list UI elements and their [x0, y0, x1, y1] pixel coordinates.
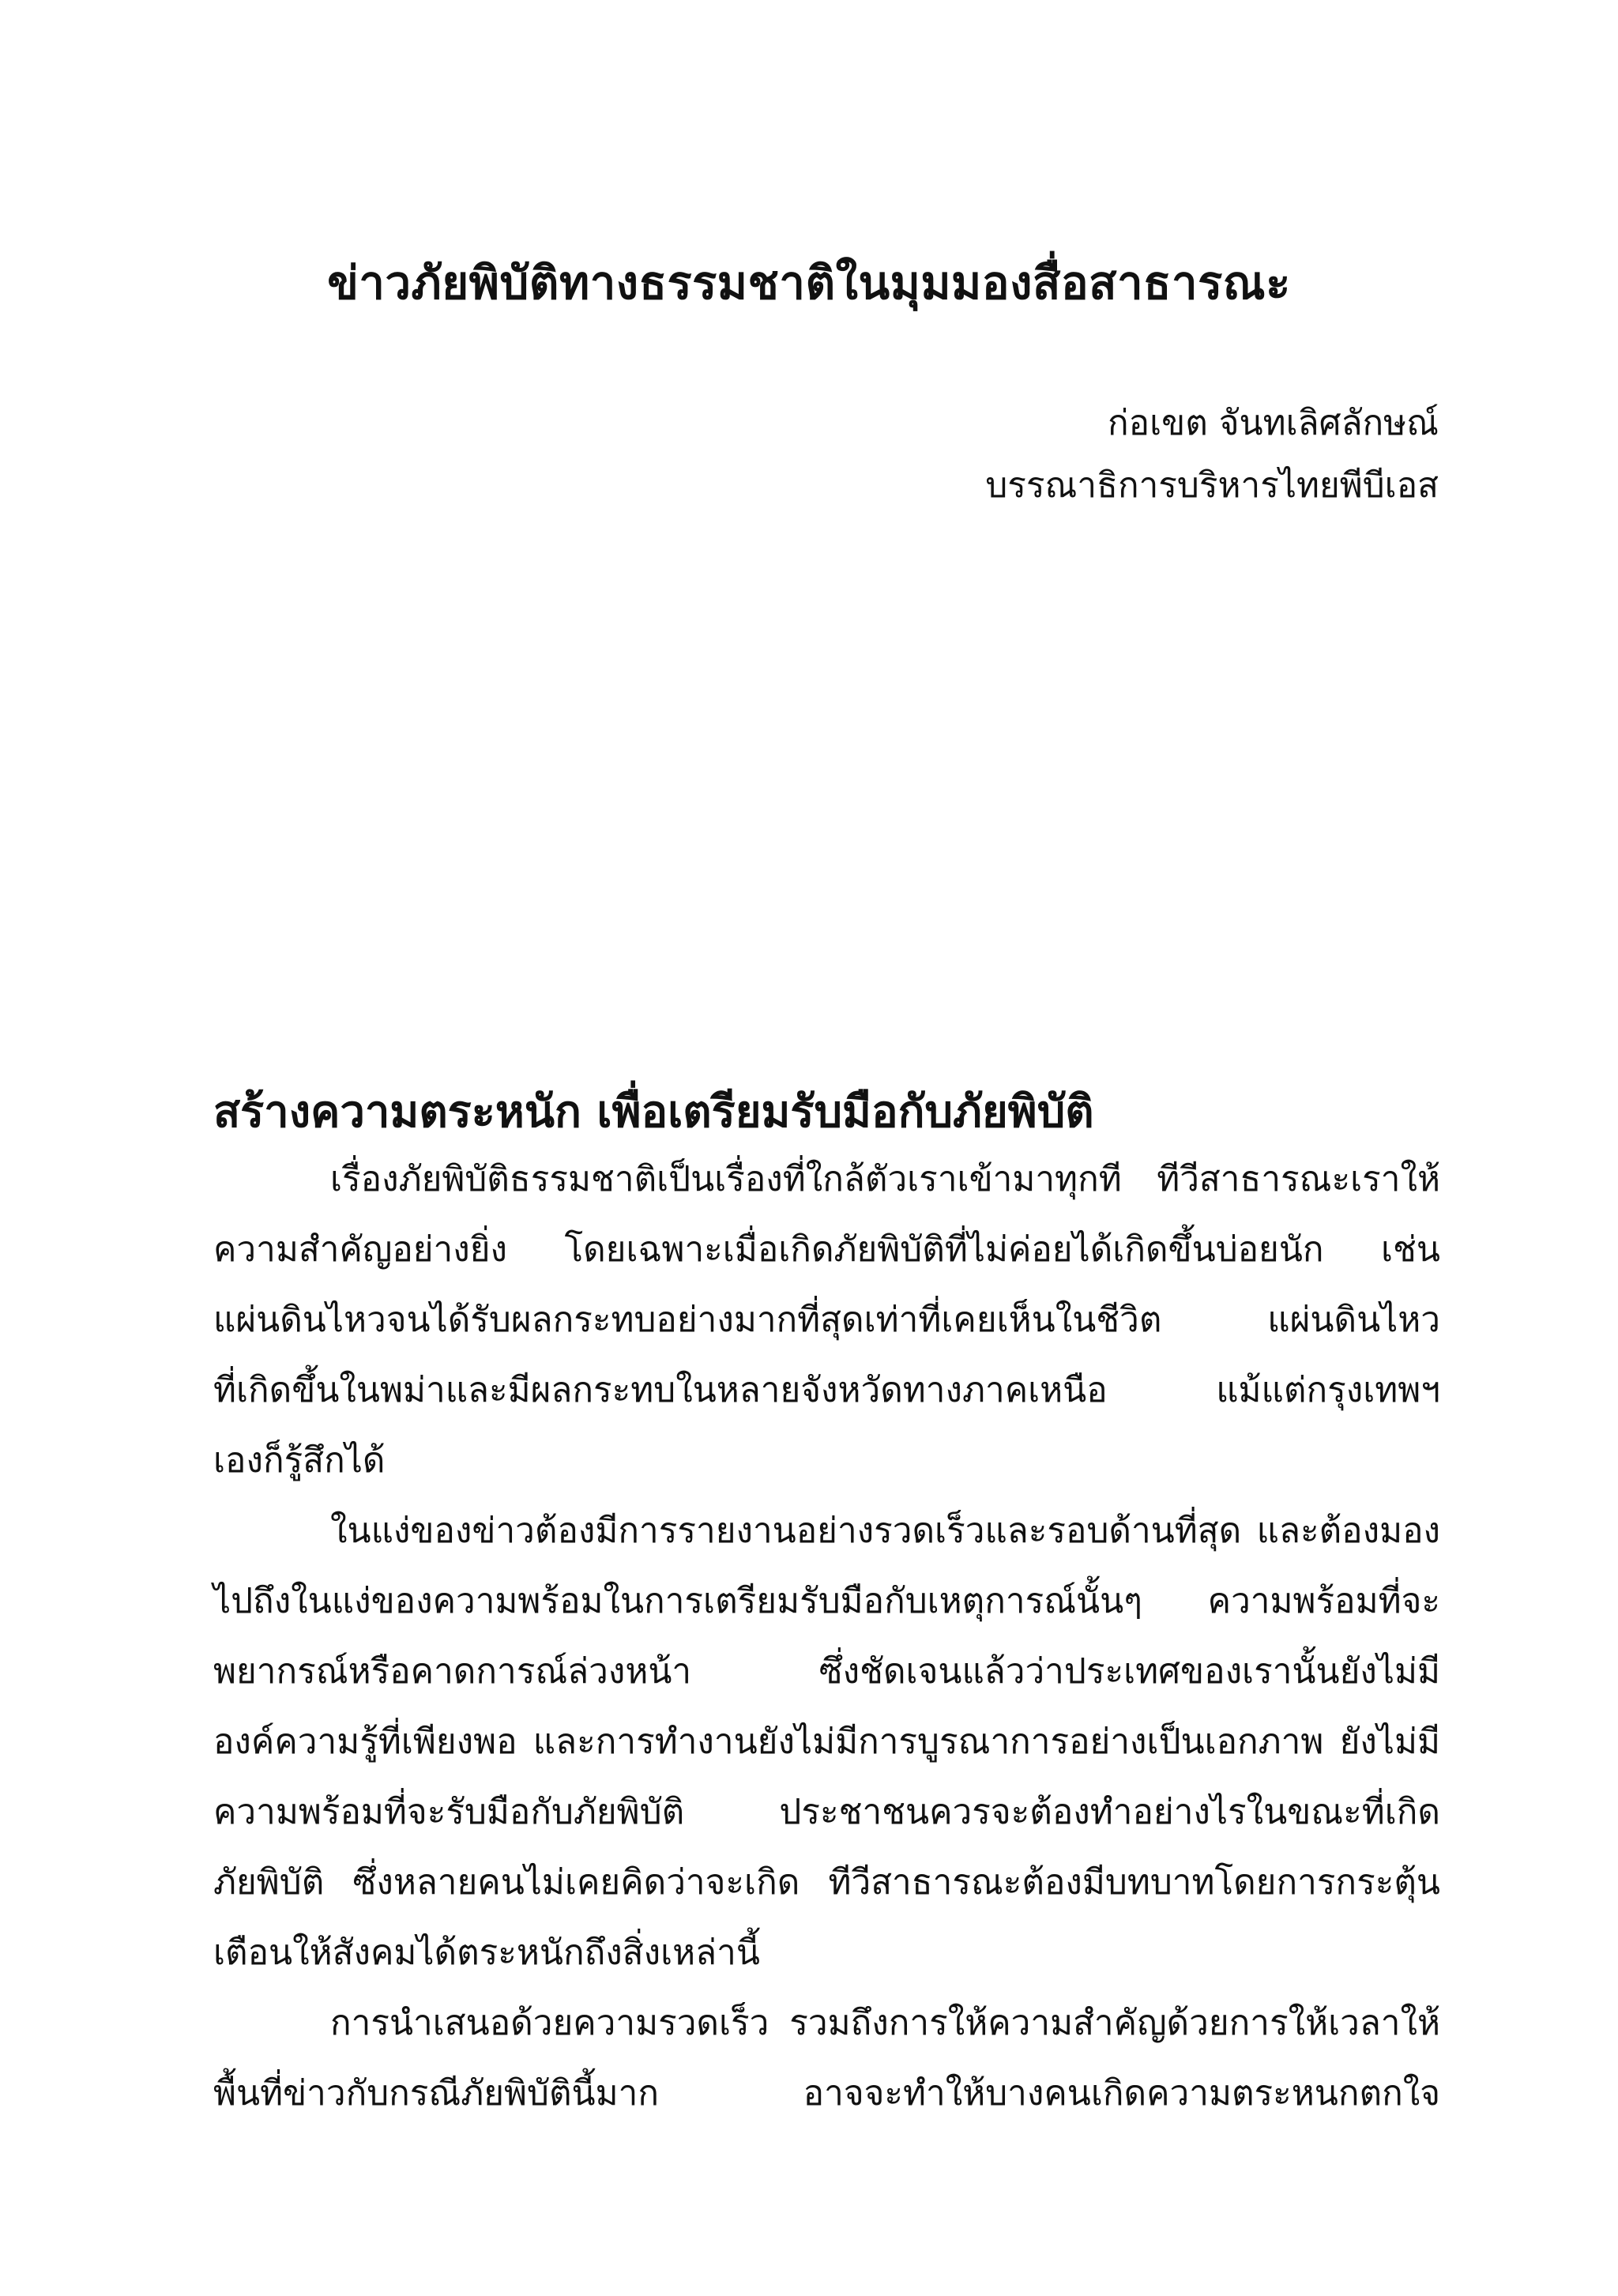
- paragraph-2-line-6: ภัยพิบัติ ซึ่งหลายคนไม่เคยคิดว่าจะเกิด ทีวีสาธารณะต้องมีบทบาทโดยการกระตุ้น: [213, 1862, 1440, 1903]
- paragraph-1-line-1: เรื่องภัยพิบัติธรรมชาติเป็นเรื่องที่ใกล้ตัวเราเข้ามาทุกที ทีวีสาธารณะเราให้: [330, 1159, 1440, 1199]
- paragraph-1-line-5: เองก็รู้สึกได้: [213, 1440, 386, 1481]
- paragraph-2-line-3: พยากรณ์หรือคาดการณ์ล่วงหน้า ซึ่งชัดเจนแล้วว่าประเทศของเรานั้นยังไม่มี: [213, 1651, 1440, 1692]
- paragraph-2-line-2: ไปถึงในแง่ของความพร้อมในการเตรียมรับมือกับเหตุการณ์นั้นๆ ความพร้อมที่จะ: [213, 1581, 1440, 1621]
- paragraph-1-line-2: ความสำคัญอย่างยิ่ง โดยเฉพาะเมื่อเกิดภัยพิบัติที่ไม่ค่อยได้เกิดขึ้นบ่อยนัก เช่น: [213, 1229, 1440, 1270]
- paragraph-3-line-1: การนำเสนอด้วยความรวดเร็ว รวมถึงการให้ความสำคัญด้วยการให้เวลาให้: [330, 2003, 1440, 2043]
- paragraph-3-line-2: พื้นที่ข่าวกับกรณีภัยพิบัตินี้มาก อาจจะทำให้บางคนเกิดความตระหนกตกใจ: [213, 2073, 1440, 2113]
- author-name: ก่อเขต จันทเลิศลักษณ์: [1108, 403, 1439, 443]
- author-position: บรรณาธิการบริหารไทยพีบีเอส: [985, 465, 1439, 506]
- document-title: ข่าวภัยพิบัติทางธรรมชาติในมุมมองสื่อสาธารณะ: [327, 256, 1291, 310]
- paragraph-2-line-1: ในแง่ของข่าวต้องมีการรายงานอย่างรวดเร็วและรอบด้านที่สุด และต้องมอง: [330, 1511, 1440, 1551]
- paragraph-2-line-5: ความพร้อมที่จะรับมือกับภัยพิบัติ ประชาชนควรจะต้องทำอย่างไรในขณะที่เกิด: [213, 1792, 1440, 1832]
- paragraph-1-line-3: แผ่นดินไหวจนได้รับผลกระทบอย่างมากที่สุดเท่าที่เคยเห็นในชีวิต แผ่นดินไหว: [213, 1300, 1440, 1340]
- paragraph-2-line-7: เตือนให้สังคมได้ตระหนักถึงสิ่งเหล่านี้: [213, 1933, 760, 1973]
- paragraph-2-line-4: องค์ความรู้ที่เพียงพอ และการทำงานยังไม่มีการบูรณาการอย่างเป็นเอกภาพ ยังไม่มี: [213, 1722, 1440, 1762]
- paragraph-1-line-4: ที่เกิดขึ้นในพม่าและมีผลกระทบในหลายจังหวัดทางภาคเหนือ แม้แต่กรุงเทพฯ: [213, 1370, 1440, 1410]
- section-heading: สร้างความตระหนัก เพื่อเตรียมรับมือกับภัยพิบัติ: [213, 1086, 1094, 1138]
